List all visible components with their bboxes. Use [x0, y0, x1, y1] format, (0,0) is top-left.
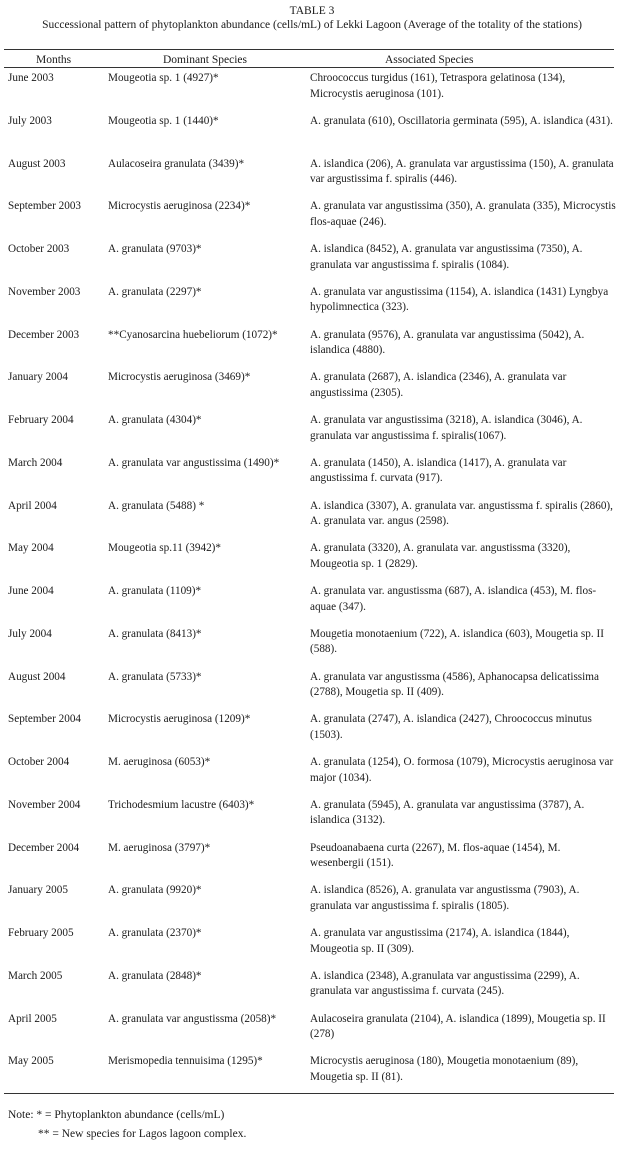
cell-associated-species: A. granulata var. angustissma (687), A. islandica (453), M. flos-aquae (347). — [310, 585, 597, 613]
cell-associated-species: A. granulata (2747), A. islandica (2427), Chroococcus minutus (1503). — [310, 713, 592, 741]
cell-month: July 2003 — [8, 114, 52, 127]
table-row — [0, 1052, 624, 1095]
cell-associated-species: A. granulata var angustissima (3218), A. islandica (3046), A. granulata var angustissima f. spiralis(1067). — [310, 414, 583, 442]
table-row — [0, 625, 624, 668]
table-row — [0, 497, 624, 540]
cell-associated-species: Chroococcus turgidus (161), Tetraspora gelatinosa (134), Microcystis aeruginosa (101). — [310, 72, 566, 100]
cell-month: October 2004 — [8, 756, 70, 768]
cell-month: November 2003 — [8, 285, 81, 298]
table-row — [0, 454, 624, 497]
cell-associated-species: Mougetia monotaenium (722), A. islandica (603), Mougetia sp. II (588). — [310, 627, 604, 656]
note-abundance: Note: * = Phytoplankton abundance (cells/mL) — [8, 1109, 225, 1121]
cell-associated-species: A. granulata var angustissma (4586), Aphanocapsa delicatissima (2788), Mougetia sp. II (409). — [310, 670, 599, 698]
cell-month: July 2004 — [8, 627, 52, 640]
cell-associated-species: Pseudoanabaena curta (2267), M. flos-aquae (1454), M. wesenbergii (151). — [310, 841, 561, 869]
cell-associated-species: A. granulata (1450), A. islandica (1417), A. granulata var angustissima f. curvata (917). — [310, 456, 567, 485]
table-label: TABLE 3 — [289, 5, 335, 17]
table-top-rule — [4, 49, 614, 50]
cell-month: August 2003 — [8, 157, 66, 170]
cell-dominant-species: Mougeotia sp. 1 (1440)* — [108, 114, 219, 127]
cell-month: March 2005 — [8, 969, 63, 982]
cell-dominant-species: **Cyanosarcina huebeliorum (1072)* — [108, 328, 278, 341]
table-row — [0, 69, 624, 112]
cell-associated-species: A. granulata (2687), A. islandica (2346), A. granulata var angustissima (2305). — [310, 371, 567, 399]
cell-dominant-species: Microcystis aeruginosa (3469)* — [108, 371, 251, 384]
cell-dominant-species: Microcystis aeruginosa (2234)* — [108, 200, 251, 213]
table-row — [0, 582, 624, 625]
table-row — [0, 924, 624, 967]
cell-associated-species: A. islandica (206), A. granulata var argustissima (150), A. granulata var argustissima f. spiralis (446). — [310, 157, 614, 185]
header-months: Months — [36, 54, 72, 66]
cell-associated-species: A. islandica (8526), A. granulata var angustissma (7903), A. granulata var angustissima f. spiralis (1805). — [310, 884, 580, 912]
cell-dominant-species: M. aeruginosa (3797)* — [108, 841, 211, 854]
cell-month: February 2004 — [8, 414, 74, 426]
cell-associated-species: A. granulata var angustissima (350), A. granulata (335), Microcystis flos-aquae (246). — [310, 200, 616, 228]
cell-dominant-species: Microcystis aeruginosa (1209)* — [108, 713, 251, 726]
header-associated-species: Associated Species — [385, 54, 474, 66]
cell-month: December 2003 — [8, 328, 80, 341]
cell-dominant-species: Trichodesmium lacustre (6403)* — [108, 798, 255, 811]
cell-dominant-species: A. granulata (2370)* — [108, 927, 202, 939]
cell-dominant-species: A. granulata (2848)* — [108, 969, 202, 982]
table-row — [0, 881, 624, 924]
table-row — [0, 668, 624, 711]
table-caption: Successional pattern of phytoplankton abundance (cells/mL) of Lekki Lagoon (Average of the totality of the stations) — [42, 19, 582, 31]
table-row — [0, 796, 624, 839]
cell-associated-species: A. granulata (5945), A. granulata var angustissima (3787), A. islandica (3132). — [310, 798, 585, 827]
table-row — [0, 326, 624, 369]
table-row — [0, 710, 624, 753]
table-row — [0, 753, 624, 796]
cell-dominant-species: A. granulata (2297)* — [108, 285, 202, 298]
cell-month: September 2003 — [8, 200, 82, 213]
cell-dominant-species: Mougeotia sp. 1 (4927)* — [108, 72, 219, 84]
cell-dominant-species: A. granulata (9920)* — [108, 884, 202, 897]
table-row — [0, 839, 624, 882]
cell-month: June 2003 — [8, 72, 54, 84]
cell-associated-species: A. islandica (3307), A. granulata var. angustissma f. spiralis (2860), A. granulata var. angus (2598). — [310, 499, 613, 527]
cell-month: January 2004 — [8, 371, 68, 384]
cell-dominant-species: M. aeruginosa (6053)* — [108, 756, 211, 768]
cell-month: December 2004 — [8, 841, 80, 854]
cell-associated-species: A. islandica (8452), A. granulata var angustissima (7350), A. granulata var angustissima f. spiralis (1084). — [310, 243, 583, 271]
table-bottom-rule — [4, 1093, 614, 1094]
cell-associated-species: A. granulata (9576), A. granulata var angustissima (5042), A. islandica (4880). — [310, 328, 585, 356]
cell-associated-species: Microcystis aeruginosa (180), Mougetia monotaenium (89), Mougetia sp. II (81). — [310, 1055, 579, 1083]
cell-month: June 2004 — [8, 585, 54, 597]
cell-month: May 2005 — [8, 1055, 54, 1068]
cell-month: March 2004 — [8, 456, 63, 469]
cell-month: August 2004 — [8, 670, 66, 683]
table-row — [0, 967, 624, 1010]
cell-month: February 2005 — [8, 927, 74, 939]
note-new-species: ** = New species for Lagos lagoon complex. — [38, 1128, 247, 1140]
cell-month: October 2003 — [8, 243, 70, 255]
cell-associated-species: A. granulata (3320), A. granulata var. angustissma (3320), Mougeotia sp. 1 (2829). — [310, 542, 571, 570]
table-row — [0, 539, 624, 582]
table-row — [0, 240, 624, 283]
cell-dominant-species: A. granulata (5733)* — [108, 670, 202, 683]
header-dominant-species: Dominant Species — [163, 54, 247, 66]
table-row — [0, 197, 624, 240]
cell-dominant-species: A. granulata (5488) * — [108, 499, 205, 512]
cell-dominant-species: A. granulata var angustissima (1490)* — [108, 456, 280, 469]
table-row — [0, 155, 624, 198]
table-row — [0, 411, 624, 454]
cell-month: September 2004 — [8, 713, 82, 726]
table-row — [0, 1010, 624, 1053]
cell-dominant-species: Mougeotia sp.11 (3942)* — [108, 542, 221, 555]
cell-dominant-species: Aulacoseira granulata (3439)* — [108, 157, 245, 170]
cell-dominant-species: A. granulata (9703)* — [108, 243, 202, 255]
cell-associated-species: Aulacoseira granulata (2104), A. islandica (1899), Mougetia sp. II (278) — [310, 1012, 606, 1040]
cell-dominant-species: Merismopedia tennuisima (1295)* — [108, 1055, 263, 1068]
cell-associated-species: A. granulata var angustissima (1154), A. islandica (1431) Lyngbya hypolimnectica (323). — [310, 285, 609, 314]
cell-associated-species: A. granulata (610), Oscillatoria germinata (595), A. islandica (431). — [310, 114, 613, 127]
cell-month: May 2004 — [8, 542, 54, 555]
cell-month: April 2005 — [8, 1012, 57, 1025]
cell-associated-species: A. granulata (1254), O. formosa (1079), Microcystis aeruginosa var major (1034). — [310, 756, 614, 784]
cell-month: April 2004 — [8, 499, 57, 512]
cell-dominant-species: A. granulata (1109)* — [108, 585, 202, 597]
cell-month: November 2004 — [8, 798, 81, 811]
table-row — [0, 368, 624, 411]
cell-dominant-species: A. granulata var angustissma (2058)* — [108, 1012, 277, 1025]
cell-month: January 2005 — [8, 884, 68, 897]
table-row — [0, 283, 624, 326]
cell-associated-species: A. granulata var angustissima (2174), A. islandica (1844), Mougeotia sp. II (309). — [310, 927, 570, 955]
table-row — [0, 112, 624, 155]
table-body — [0, 69, 624, 1095]
table-header-rule — [4, 67, 614, 68]
cell-dominant-species: A. granulata (4304)* — [108, 414, 202, 426]
cell-associated-species: A. islandica (2348), A.granulata var angustissima (2299), A. granulata var angustissima f. curvata (245). — [310, 969, 580, 998]
cell-dominant-species: A. granulata (8413)* — [108, 627, 202, 640]
